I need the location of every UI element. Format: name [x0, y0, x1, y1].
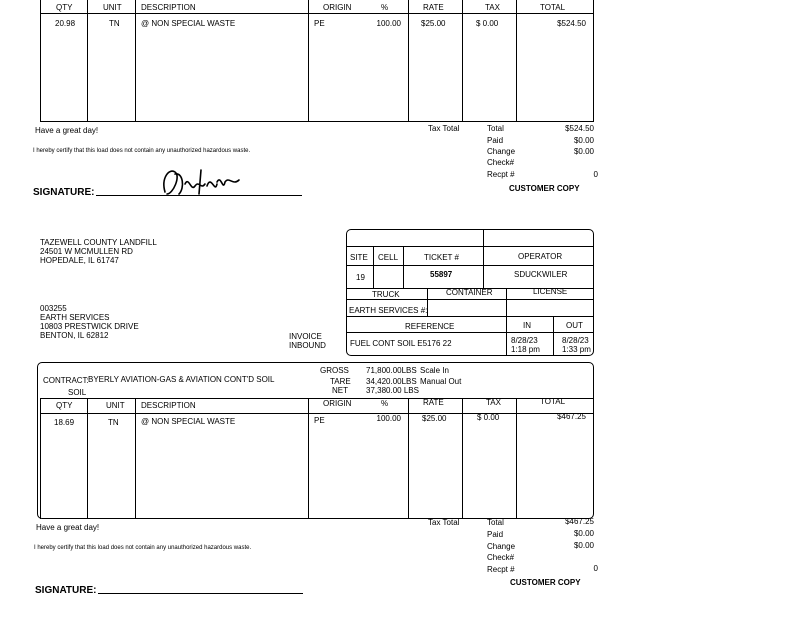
signature-label: SIGNATURE: [35, 585, 97, 596]
contract-label: CONTRACT: [43, 376, 89, 385]
license-label: LICENSE [533, 287, 568, 296]
net-label: NET [332, 386, 348, 395]
totals-value-paid: $0.00 [573, 136, 594, 145]
tare-note: Manual Out [420, 377, 462, 386]
header-divider [40, 13, 594, 14]
row-total: $467.25 [557, 412, 586, 421]
totals-label-check: Check# [487, 158, 515, 167]
col-rate-header: RATE [423, 3, 444, 12]
handwritten-signature [155, 164, 245, 198]
row-pct: 100.00 [376, 414, 401, 423]
row-qty: 20.98 [55, 19, 76, 28]
row-rate: $25.00 [421, 19, 446, 28]
totals-label-check: Check# [487, 553, 515, 562]
greeting: Have a great day! [35, 126, 99, 135]
operator-label: OPERATOR [518, 252, 563, 261]
operator-value: SDUCKWILER [514, 270, 568, 279]
col-unit-header: UNIT [106, 401, 125, 410]
inbound-label: INBOUND [289, 341, 326, 350]
customer-city: BENTON, IL 62812 [40, 331, 109, 340]
totals-value-change: $0.00 [573, 541, 594, 550]
col-pct-header: % [381, 399, 389, 408]
col-total-header: TOTAL [540, 3, 566, 12]
col-tax-header: TAX [486, 398, 501, 407]
totals-label-total: Total [487, 124, 504, 133]
totals-value-change: $0.00 [573, 147, 594, 156]
row-qty: 18.69 [54, 418, 75, 427]
gross-label: GROSS [320, 366, 349, 375]
totals-value-total: $524.50 [565, 124, 594, 133]
row-origin: PE [314, 19, 325, 28]
certify-statement: I hereby certify that this load does not contain any unauthorized hazardous waste. [33, 148, 251, 154]
totals-value-total: $467.25 [565, 517, 594, 526]
net-value: 37,380.00 LBS [366, 386, 419, 395]
totals-label-total: Total [487, 518, 504, 527]
row-total: $524.50 [557, 19, 586, 28]
row-pct: 100.00 [376, 19, 401, 28]
ticket-label: TICKET # [424, 253, 459, 262]
row-tax: $ 0.00 [476, 19, 499, 28]
tare-value: 34,420.00LBS [366, 377, 417, 386]
container-label: CONTAINER [446, 288, 493, 297]
reference-label: REFERENCE [405, 322, 455, 331]
totals-label-change: Change [487, 542, 516, 551]
col-unit-header: UNIT [103, 3, 122, 12]
col-rate-header: RATE [423, 398, 444, 407]
signature-line [98, 593, 303, 594]
customer-copy-label: CUSTOMER COPY [510, 578, 581, 587]
cell-label: CELL [378, 253, 399, 262]
col-qty-header: QTY [56, 3, 73, 12]
gross-note: Scale In [420, 366, 449, 375]
soil-label: SOIL [68, 388, 87, 397]
contract-value: BYERLY AVIATION-GAS & AVIATION CONT'D SOIL [88, 375, 275, 384]
invoice-label: INVOICE [289, 332, 322, 341]
out-date: 8/28/23 [562, 336, 589, 345]
ticket-number: 55897 [430, 270, 453, 279]
greeting: Have a great day! [36, 523, 100, 532]
customer-name: EARTH SERVICES [40, 313, 110, 322]
row-rate: $25.00 [422, 414, 447, 423]
col-description-header: DESCRIPTION [141, 3, 196, 12]
row-unit: TN [108, 418, 119, 427]
col-total-header: TOTAL [540, 397, 566, 406]
row-origin: PE [314, 416, 325, 425]
col-tax-header: TAX [485, 3, 500, 12]
tax-total-label: Tax Total [428, 518, 460, 527]
col-qty-header: QTY [56, 401, 73, 410]
customer-address: 10803 PRESTWICK DRIVE [40, 322, 139, 331]
totals-label-paid: Paid [487, 136, 504, 145]
signature-label: SIGNATURE: [33, 187, 95, 198]
totals-label-receipt: Recpt # [487, 565, 515, 574]
tare-label: TARE [330, 377, 351, 386]
tax-total-label: Tax Total [428, 124, 460, 133]
totals-value-receipt: 0 [593, 170, 598, 179]
out-time: 1:33 pm [562, 345, 591, 354]
in-time: 1:18 pm [511, 345, 540, 354]
facility-name: TAZEWELL COUNTY LANDFILL [40, 238, 157, 247]
col-description-header: DESCRIPTION [141, 401, 196, 410]
row-tax: $ 0.00 [477, 413, 500, 422]
row-unit: TN [109, 19, 120, 28]
totals-label-receipt: Recpt # [487, 170, 515, 179]
reference-value: FUEL CONT SOIL E5176 22 [350, 339, 452, 348]
site-label: SITE [350, 253, 368, 262]
truck-value: EARTH SERVICES #: [349, 306, 428, 315]
customer-id: 003255 [40, 304, 67, 313]
row-description: @ NON SPECIAL WASTE [141, 417, 236, 426]
totals-label-paid: Paid [487, 530, 504, 539]
line-items-frame [37, 362, 594, 519]
in-date: 8/28/23 [511, 336, 538, 345]
totals-value-paid: $0.00 [573, 529, 594, 538]
col-origin-header: ORIGIN [323, 399, 352, 408]
totals-value-receipt: 0 [593, 564, 598, 573]
out-label: OUT [566, 321, 583, 330]
totals-label-change: Change [487, 147, 516, 156]
site-value: 19 [356, 273, 365, 282]
in-label: IN [523, 321, 531, 330]
certify-statement: I hereby certify that this load does not contain any unauthorized hazardous waste. [34, 545, 252, 551]
col-pct-header: % [381, 3, 389, 12]
truck-label: TRUCK [372, 290, 400, 299]
customer-copy-label: CUSTOMER COPY [509, 184, 580, 193]
gross-value: 71,800.00LBS [366, 366, 417, 375]
col-origin-header: ORIGIN [323, 3, 352, 12]
facility-city: HOPEDALE, IL 61747 [40, 256, 119, 265]
facility-address: 24501 W MCMULLEN RD [40, 247, 133, 256]
row-description: @ NON SPECIAL WASTE [141, 19, 236, 28]
